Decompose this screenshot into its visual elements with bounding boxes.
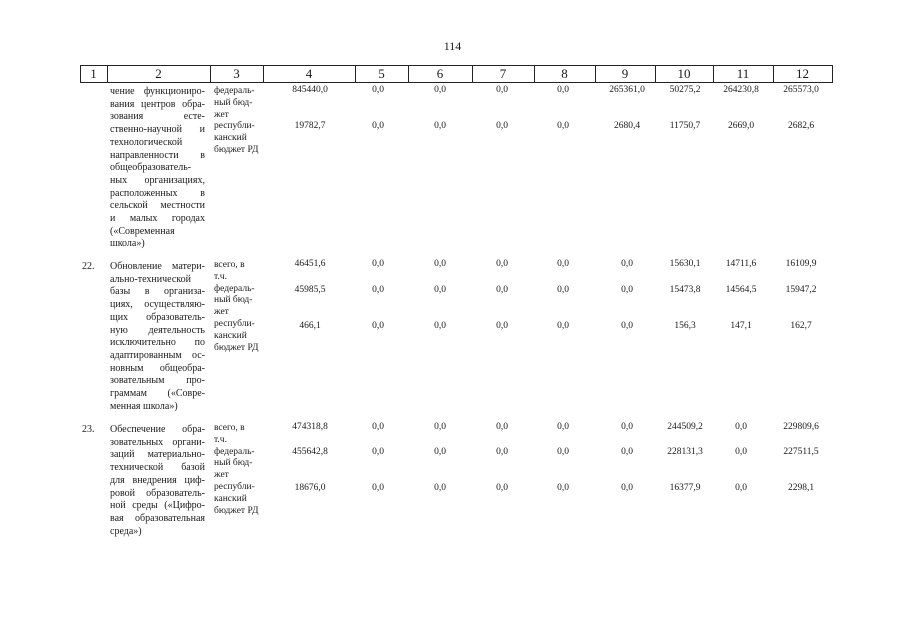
block1-cell: 0,0 bbox=[557, 85, 569, 95]
block2-cell: 0,0 bbox=[621, 321, 633, 331]
block2-cell: 147,1 bbox=[730, 321, 752, 331]
block2-cell: 0,0 bbox=[434, 321, 446, 331]
funding-source-line: жет bbox=[214, 307, 229, 318]
description-line: ственно-научной и bbox=[110, 124, 205, 136]
funding-source-line: федераль- bbox=[214, 283, 255, 294]
block3-cell: 0,0 bbox=[372, 447, 384, 457]
description-line: направленности в bbox=[110, 149, 205, 161]
funding-source-line: бюджет РД bbox=[214, 144, 259, 155]
header-col-12: 12 bbox=[796, 66, 809, 81]
block2-description bbox=[110, 261, 205, 413]
block3-cell: 455642,8 bbox=[292, 447, 328, 457]
funding-source-line: жет bbox=[214, 109, 229, 120]
block3-description bbox=[110, 424, 205, 538]
description-line: общеобразователь- bbox=[110, 162, 192, 174]
funding-source-line: бюджет РД bbox=[214, 342, 259, 353]
funding-source-line: федераль- bbox=[214, 446, 255, 457]
description-line: расположенных в bbox=[110, 187, 205, 199]
block1-cell: 264230,8 bbox=[723, 85, 759, 95]
block3-cell: 0,0 bbox=[557, 483, 569, 493]
block1-cell: 19782,7 bbox=[294, 121, 326, 131]
block3-cell: 0,0 bbox=[621, 447, 633, 457]
header-col-11: 11 bbox=[736, 66, 750, 81]
description-line: вания центров обра- bbox=[110, 98, 205, 110]
block3-cell: 244509,2 bbox=[667, 422, 703, 432]
description-line: щих образователь- bbox=[110, 311, 205, 323]
description-line: ных организациях, bbox=[110, 174, 205, 186]
block3-cell: 474318,8 bbox=[292, 422, 328, 432]
block2-cell: 0,0 bbox=[372, 285, 384, 295]
block3-cell: 0,0 bbox=[434, 483, 446, 493]
block3-cell: 0,0 bbox=[434, 447, 446, 457]
header-col-4: 4 bbox=[305, 66, 313, 81]
description-line: менная школа») bbox=[110, 400, 178, 412]
block3-cell: 228131,3 bbox=[667, 447, 703, 457]
block3-cell: 16377,9 bbox=[669, 483, 701, 493]
description-line: циях, осуществляю- bbox=[110, 299, 205, 311]
description-line: адаптированным ос- bbox=[110, 349, 205, 361]
header-col-8: 8 bbox=[561, 66, 568, 81]
block1-cell: 0,0 bbox=[496, 85, 508, 95]
description-line: зования есте- bbox=[110, 111, 205, 123]
header-col-1: 1 bbox=[90, 66, 97, 81]
block2-cell: 162,7 bbox=[790, 321, 812, 331]
funding-source-line: бюджет РД bbox=[214, 505, 259, 516]
description-line: ной среды («Цифро- bbox=[110, 500, 205, 512]
description-line: ально-технической bbox=[110, 273, 191, 285]
block3-cell: 18676,0 bbox=[294, 483, 326, 493]
block1-cell: 2669,0 bbox=[727, 121, 755, 131]
block2-cell: 0,0 bbox=[434, 259, 446, 269]
description-line: для внедрения циф- bbox=[110, 474, 205, 486]
funding-source-line: республи- bbox=[214, 318, 255, 329]
block1-cell: 845440,0 bbox=[292, 85, 328, 95]
block3-row-number: 23. bbox=[82, 424, 95, 435]
funding-source-line: канский bbox=[214, 493, 247, 504]
funding-source-line: ный бюд- bbox=[214, 97, 253, 108]
block2-cell: 0,0 bbox=[621, 285, 633, 295]
description-line: новным общеобра- bbox=[110, 362, 205, 374]
header-col-3: 3 bbox=[233, 66, 240, 81]
description-line: базы в организа- bbox=[110, 286, 205, 298]
description-line: и малых городах bbox=[110, 213, 205, 225]
block3-cell: 0,0 bbox=[496, 483, 508, 493]
block2-cell: 0,0 bbox=[372, 321, 384, 331]
block2-cell: 14711,6 bbox=[725, 259, 757, 269]
block3-cell: 2298,1 bbox=[787, 483, 815, 493]
block1-cell: 0,0 bbox=[372, 121, 384, 131]
description-line: вая образовательная bbox=[110, 512, 205, 524]
header-col-6: 6 bbox=[436, 66, 444, 81]
description-line: технологической bbox=[110, 136, 183, 148]
block3-cell: 0,0 bbox=[372, 422, 384, 432]
block2-cell: 0,0 bbox=[496, 259, 508, 269]
block3-funding-source bbox=[214, 423, 259, 517]
description-line: заций материально- bbox=[110, 449, 205, 461]
description-line: технической базой bbox=[110, 462, 205, 474]
block3-cell: 0,0 bbox=[557, 447, 569, 457]
header-col-10: 10 bbox=[677, 66, 691, 81]
block2-cell: 0,0 bbox=[557, 259, 569, 269]
block1-cell: 0,0 bbox=[372, 85, 384, 95]
block1-cell: 0,0 bbox=[496, 121, 508, 131]
description-line: ровой образователь- bbox=[110, 487, 205, 499]
block1-cell: 2680,4 bbox=[613, 121, 641, 131]
block1-cell: 0,0 bbox=[434, 121, 446, 131]
funding-source-line: т.ч. bbox=[214, 434, 227, 445]
block2-cell: 0,0 bbox=[372, 259, 384, 269]
funding-source-line: всего, в bbox=[214, 423, 245, 433]
block1-cell: 11750,7 bbox=[669, 121, 701, 131]
header-divider bbox=[832, 65, 833, 83]
funding-source-line: т.ч. bbox=[214, 271, 227, 282]
block3-cell: 0,0 bbox=[434, 422, 446, 432]
block2-cell: 0,0 bbox=[557, 321, 569, 331]
funding-source-line: канский bbox=[214, 133, 247, 144]
description-line: чение функциониро- bbox=[110, 86, 205, 97]
block3-cell: 227511,5 bbox=[783, 447, 819, 457]
block2-cell: 15947,2 bbox=[785, 285, 817, 295]
funding-source-line: всего, в bbox=[214, 260, 245, 270]
description-line: Обновление матери- bbox=[110, 261, 205, 272]
header-col-7: 7 bbox=[499, 66, 507, 81]
block2-cell: 15630,1 bbox=[669, 259, 701, 269]
funding-source-line: канский bbox=[214, 330, 247, 341]
funding-source-line: республи- bbox=[214, 481, 255, 492]
block1-description bbox=[110, 86, 205, 251]
block2-cell: 0,0 bbox=[557, 285, 569, 295]
description-line: ную деятельность bbox=[110, 324, 205, 336]
block3-cell: 0,0 bbox=[621, 422, 633, 432]
description-line: граммам («Совре- bbox=[110, 388, 205, 400]
description-line: школа») bbox=[110, 238, 145, 250]
block3-cell: 0,0 bbox=[621, 483, 633, 493]
block2-cell: 466,1 bbox=[299, 321, 321, 331]
funding-source-line: республи- bbox=[214, 121, 255, 132]
funding-source-line: ный бюд- bbox=[214, 295, 253, 306]
block2-cell: 14564,5 bbox=[725, 285, 757, 295]
block2-cell: 16109,9 bbox=[785, 259, 817, 269]
block3-cell: 0,0 bbox=[496, 422, 508, 432]
block1-cell: 2682,6 bbox=[787, 121, 815, 131]
description-line: Обеспечение обра- bbox=[110, 424, 205, 435]
block1-funding-source bbox=[214, 86, 259, 157]
block1-cell: 265361,0 bbox=[609, 85, 645, 95]
block1-cell: 265573,0 bbox=[783, 85, 819, 95]
description-line: («Современная bbox=[110, 225, 175, 237]
funding-source-line: жет bbox=[214, 470, 229, 481]
block3-cell: 0,0 bbox=[735, 483, 747, 493]
block3-cell: 0,0 bbox=[735, 447, 747, 457]
header-col-2: 2 bbox=[155, 66, 162, 81]
block1-cell: 50275,2 bbox=[669, 85, 701, 95]
description-line: исключительно по bbox=[110, 337, 205, 349]
funding-source-line: федераль- bbox=[214, 86, 255, 96]
block2-cell: 15473,8 bbox=[669, 285, 701, 295]
block2-cell: 0,0 bbox=[621, 259, 633, 269]
block3-cell: 0,0 bbox=[735, 422, 747, 432]
block2-funding-source bbox=[214, 260, 259, 354]
block3-cell: 0,0 bbox=[496, 447, 508, 457]
block2-cell: 0,0 bbox=[496, 285, 508, 295]
block2-cell: 0,0 bbox=[434, 285, 446, 295]
block2-cell: 0,0 bbox=[496, 321, 508, 331]
block2-row-number: 22. bbox=[82, 261, 95, 272]
description-line: зовательным про- bbox=[110, 375, 205, 387]
block3-cell: 229809,6 bbox=[783, 422, 819, 432]
funding-source-line: ный бюд- bbox=[214, 458, 253, 469]
header-col-5: 5 bbox=[378, 66, 385, 81]
block3-cell: 0,0 bbox=[372, 483, 384, 493]
description-line: среда») bbox=[110, 525, 142, 537]
page-number: 114 bbox=[443, 39, 462, 53]
block1-cell: 0,0 bbox=[557, 121, 569, 131]
description-line: зовательных органи- bbox=[110, 436, 205, 448]
block1-cell: 0,0 bbox=[434, 85, 446, 95]
description-line: сельской местности bbox=[110, 200, 205, 212]
block2-cell: 156,3 bbox=[674, 321, 696, 331]
header-col-9: 9 bbox=[621, 66, 629, 81]
block3-cell: 0,0 bbox=[557, 422, 569, 432]
block2-cell: 46451,6 bbox=[294, 259, 326, 269]
block2-cell: 45985,5 bbox=[294, 285, 326, 295]
